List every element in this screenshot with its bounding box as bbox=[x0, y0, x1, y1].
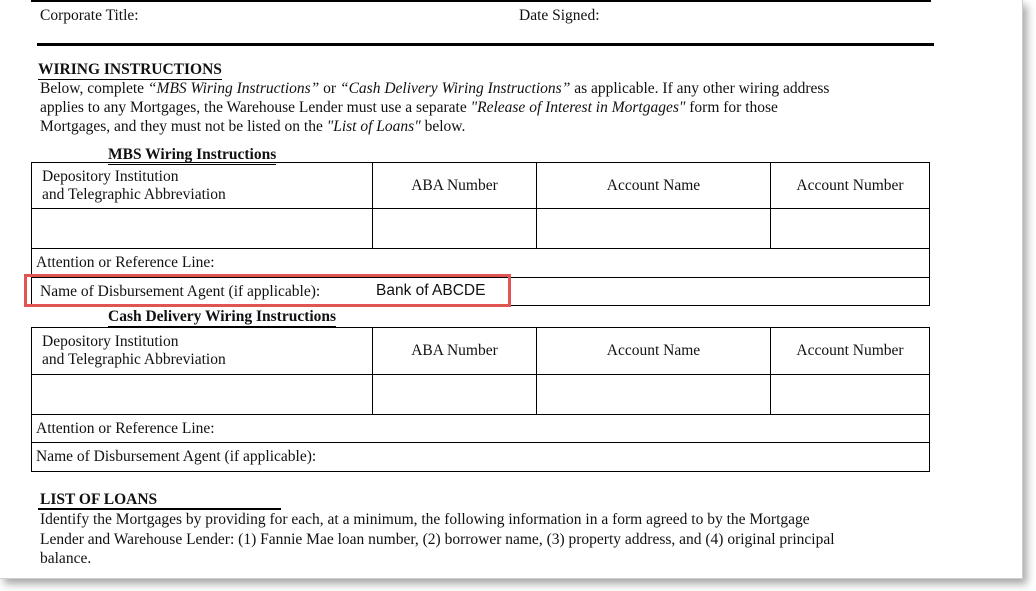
attention-label: Attention or Reference Line: bbox=[36, 419, 215, 437]
para-text: below. bbox=[420, 118, 466, 135]
agent-label: Name of Disbursement Agent (if applicable): bbox=[40, 282, 321, 300]
col-header-account-number: Account Number bbox=[771, 328, 930, 375]
top-rule bbox=[31, 0, 931, 2]
account-name-cell[interactable] bbox=[537, 375, 771, 415]
loans-paragraph-line2: Lender and Warehouse Lender: (1) Fannie Mae loan number, (2) borrower name, (3) property address, and (4) original principal bbox=[40, 531, 835, 548]
col-header-depository bbox=[32, 328, 373, 375]
col-header-account-name: Account Name bbox=[537, 163, 771, 209]
para-text: Mortgages, and they must not be listed on the bbox=[40, 118, 327, 135]
wiring-paragraph-line1 bbox=[40, 79, 829, 98]
wiring-paragraph-line2 bbox=[40, 98, 778, 117]
para-text: Below, complete bbox=[40, 80, 148, 97]
attention-label: Attention or Reference Line: bbox=[36, 254, 215, 271]
mbs-table-title: MBS Wiring Instructions bbox=[108, 146, 277, 163]
cash-wiring-table bbox=[31, 327, 930, 472]
mbs-reference: “MBS Wiring Instructions” bbox=[147, 80, 320, 97]
col-header-depository bbox=[32, 163, 373, 209]
para-text: applies to any Mortgages, the Warehouse Lender must use a separate bbox=[40, 99, 471, 116]
para-text: or bbox=[319, 80, 340, 97]
wiring-paragraph-line3 bbox=[40, 117, 465, 136]
list-of-loans-reference: "List of Loans" bbox=[326, 118, 421, 135]
disbursement-agent-row[interactable] bbox=[32, 443, 930, 472]
depository-cell[interactable] bbox=[32, 209, 373, 249]
para-text: as applicable. If any other wiring address bbox=[570, 80, 830, 97]
depository-cell[interactable] bbox=[32, 375, 373, 415]
agent-label: Name of Disbursement Agent (if applicable): bbox=[36, 448, 317, 465]
col-header-aba: ABA Number bbox=[373, 328, 537, 375]
wiring-instructions-heading: WIRING INSTRUCTIONS bbox=[38, 61, 222, 78]
date-signed-label: Date Signed: bbox=[519, 7, 600, 24]
attention-line-row[interactable] bbox=[32, 415, 930, 443]
header-text: Depository Institution bbox=[42, 167, 179, 185]
header-text: and Telegraphic Abbreviation bbox=[42, 351, 226, 368]
release-reference: "Release of Interest in Mortgages" bbox=[470, 99, 686, 116]
col-header-aba: ABA Number bbox=[373, 163, 537, 209]
corporate-title-label: Corporate Title: bbox=[40, 7, 139, 24]
section-divider bbox=[37, 43, 934, 46]
list-of-loans-heading: LIST OF LOANS bbox=[40, 491, 158, 508]
account-name-cell[interactable] bbox=[537, 209, 771, 249]
disbursement-agent-value: Bank of ABCDE bbox=[376, 282, 486, 299]
col-header-account-name: Account Name bbox=[537, 328, 771, 375]
col-header-account-number: Account Number bbox=[771, 163, 930, 209]
loans-paragraph-line3: balance. bbox=[40, 550, 92, 567]
account-number-cell[interactable] bbox=[771, 209, 930, 249]
cash-reference: “Cash Delivery Wiring Instructions” bbox=[339, 80, 571, 97]
cash-table-title: Cash Delivery Wiring Instructions bbox=[108, 308, 337, 325]
account-number-cell[interactable] bbox=[771, 375, 930, 415]
header-text: and Telegraphic Abbreviation bbox=[42, 185, 226, 203]
para-text: form for those bbox=[685, 99, 778, 116]
header-text: Depository Institution bbox=[42, 333, 179, 350]
loans-paragraph-line1: Identify the Mortgages by providing for each, at a minimum, the following information in a form agreed to by the Mortgage bbox=[40, 511, 810, 528]
aba-number-cell[interactable] bbox=[373, 209, 537, 249]
aba-number-cell[interactable] bbox=[373, 375, 537, 415]
